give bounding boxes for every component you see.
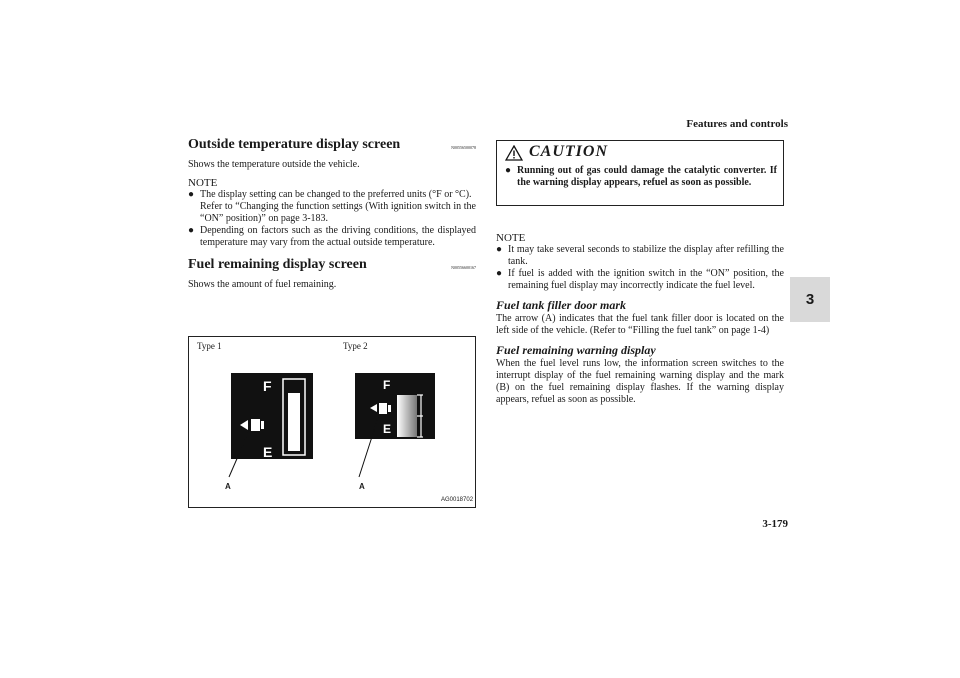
warning-triangle-icon [505, 145, 523, 161]
subsection-title-filler-door: Fuel tank filler door mark [496, 298, 627, 312]
chapter-tab [790, 277, 830, 322]
section-body: Shows the temperature outside the vehicle. [188, 159, 360, 170]
right-column [496, 232, 784, 406]
caution-box [496, 140, 784, 206]
type2-label: Type 2 [343, 341, 368, 351]
callout-a-type1: A [225, 482, 231, 491]
section-body: Shows the amount of fuel remaining. [188, 279, 337, 290]
gauge2-full-label: F [383, 378, 391, 392]
fuel-display-figure [188, 336, 476, 508]
page-number: 3-179 [762, 518, 788, 530]
note-item: ● The display setting can be changed to the preferred units (°F or °C). Refer to “Changing the function settings (With ignition switch in the “ON” position)” on page 3-183. [188, 189, 476, 225]
page-header: Features and controls [686, 118, 788, 130]
note-label: NOTE [188, 177, 218, 189]
note-list [496, 244, 784, 292]
note-item: ● Depending on factors such as the driving conditions, the displayed temperature may vary from the actual outside temperature. [188, 225, 476, 249]
section-title-fuel-remaining: Fuel remaining display screen N00556600167 [188, 257, 476, 272]
gauge1-empty-label: E [263, 444, 273, 460]
note-list [188, 189, 476, 249]
section-code: N00556600167 [451, 265, 476, 270]
type1-label: Type 1 [197, 341, 222, 351]
section-code: N00556500078 [451, 145, 476, 150]
gauge1-full-label: F [263, 378, 272, 394]
left-column [188, 137, 476, 291]
subsection-body: When the fuel level runs low, the information screen switches to the interrupt display of the fuel remaining warning display and the mark (B) on the fuel remaining display flashes. If the warning display appears, refuel as soon as possible. [496, 358, 784, 405]
caution-list [505, 165, 777, 189]
callout-a-type2: A [359, 482, 365, 491]
figure-code: AG0018702 [441, 497, 474, 503]
gauge2-empty-label: E [383, 422, 392, 436]
caution-title: CAUTION [529, 143, 609, 160]
subsection-title-warning-display: Fuel remaining warning display [496, 343, 656, 357]
note-item: ● It may take several seconds to stabilize the display after refilling the tank. [496, 244, 784, 268]
type1-gauge-icon [227, 373, 317, 499]
caution-item: ● Running out of gas could damage the catalytic converter. If the warning display appears, refuel as soon as possible. [505, 165, 777, 189]
chapter-number: 3 [805, 291, 815, 308]
note-item: ● If fuel is added with the ignition switch in the “ON” position, the remaining fuel display may incorrectly indicate the fuel level. [496, 268, 784, 292]
note-label: NOTE [496, 232, 526, 244]
section-title-outside-temp: Outside temperature display screen N00556500078 [188, 137, 476, 152]
type2-gauge-icon [353, 373, 443, 499]
subsection-body: The arrow (A) indicates that the fuel tank filler door is located on the left side of the vehicle. (Refer to “Filling the fuel tank” on page 1-4) [496, 313, 784, 336]
